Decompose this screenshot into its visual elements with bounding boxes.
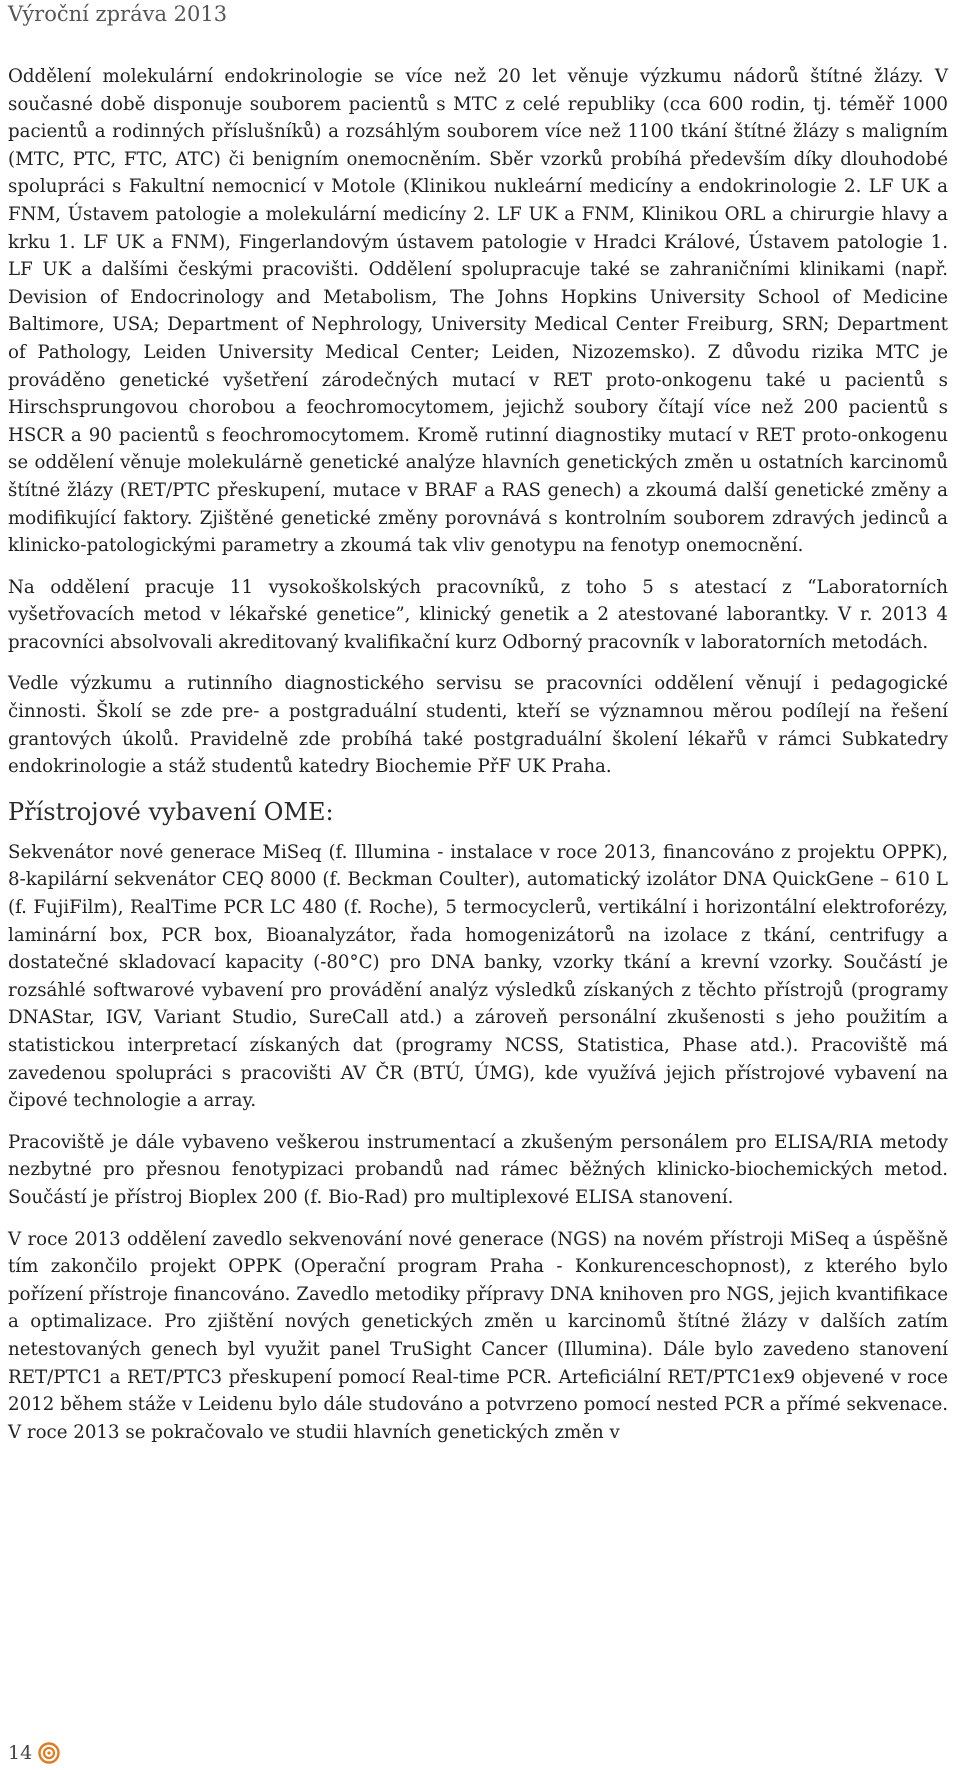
paragraph-elisa: Pracoviště je dále vybaveno veškerou instrumentací a zkušeným personálem pro ELISA/RIA metody nezbytné pro přesnou fenotypizaci probandů nad rámec běžných klinicko-biochemických metod. Součástí je přístroj Bioplex 200 (f. Bio-Rad) pro multiplexové ELISA stanovení. [8,1131,948,1208]
page-footer [8,1740,60,1766]
page-number: 14 [8,1742,33,1764]
paragraph-intro: Oddělení molekulární endokrinologie se více než 20 let věnuje výzkumu nádorů štítné žlázy. V současné době disponuje souborem pacientů s MTC z celé republiky (cca 600 rodin, tj. téměř 1000 pacientů a rodinných příslušníků) a rozsáhlým souborem více než 1100 tkání štítné žlázy s maligním (MTC, PTC, FTC, ATC) či benigním onemocněním. Sběr vzorků probíhá především díky dlouhodobé spolupráci s Fakultní nemocnicí v Motole (Klinikou nukleární medicíny a endokrinologie 2. LF UK a FNM, Ústavem patologie a molekulární medicíny 2. LF UK a FNM, Klinikou ORL a chirurgie hlavy a krku 1. LF UK a FNM), Fingerlandovým ústavem patologie v Hradci Králové, Ústavem patologie 1. LF UK a dalšími českými pracovišti. Oddělení spolupracuje také se zahraničními klinikami (např. Devision of Endocrinology and Metabolism, The Johns Hopkins University School of Medicine Baltimore, USA; Department of Nephrology, University Medical Center Freiburg, SRN; Department of Pathology, Leiden University Medical Center; Leiden, Nizozemsko). Z důvodu rizika MTC je prováděno genetické vyšetření zárodečných mutací v RET proto-onkogenu také u pacientů s Hirschsprungovou chorobou a feochromocytomem, jejichž soubory čítají více než 200 pacientů s HSCR a 90 pacientů s feochromocytomem. Kromě rutinní diagnostiky mutací v RET proto-onkogenu se oddělení věnuje molekulárně genetické analýze hlavních genetických změn u ostatních karcinomů štítné žlázy (RET/PTC přeskupení, mutace v BRAF a RAS genech) a zkoumá další genetické změny a modifikující faktory. Zjištěné genetické změny porovnává s kontrolním souborem zdravých jedinců a klinicko-patologickými parametry a zkoumá tak vliv genotypu na fenotyp onemocnění. [8,66,948,557]
running-header: Výroční zpráva 2013 [8,2,228,26]
section-heading-equipment: Přístrojové vybavení OME: [8,797,334,826]
paragraph-staff: Na oddělení pracuje 11 vysokoškolských pracovníků, z toho 5 s atestací z “Laboratorních vyšetřovacích metod v lékařské genetice”, klinický genetik a 2 atestované laborantky. V r. 2013 4 pracovníci absolvovali akreditovaný kvalifikační kurz Odborný pracovník v laboratorních metodách. [8,576,948,653]
paragraph-teaching: Vedle výzkumu a rutinního diagnostického servisu se pracovníci oddělení věnují i pedagogické činnosti. Školí se zde pre- a postgraduální studenti, kteří se významnou měrou podílejí na řešení grantových úkolů. Pravidelně zde probíhá také postgraduální školení lékařů v rámci Subkatedry endokrinologie a stáž studentů katedry Biochemie PřF UK Praha. [8,673,948,778]
paragraph-ngs: V roce 2013 oddělení zavedlo sekvenování nové generace (NGS) na novém přístroji MiSeq a úspěšně tím zakončilo projekt OPPK (Operační program Praha - Konkurenceschopnost), z kterého bylo pořízení přístroje financováno. Zavedlo metodiky přípravy DNA knihoven pro NGS, jejich kvantifikace a optimalizace. Pro zjištění nových genetických změn u karcinomů štítné žlázy v dalších zatím netestovaných genech byl využit panel TruSight Cancer (Illumina). Dále bylo zavedeno stanovení RET/PTC1 a RET/PTC3 přeskupení pomocí Real-time PCR. Arteficiální RET/PTC1ex9 objevené v roce 2012 během stáže v Leidenu bylo dále studováno a potvrzeno pomocí nested PCR a přímé sekvenace. V roce 2013 se pokračovalo ve studii hlavních genetických změn v [8,1228,948,1443]
paragraph-equipment: Sekvenátor nové generace MiSeq (f. Illumina - instalace v roce 2013, financováno z projektu OPPK), 8-kapilární sekvenátor CEQ 8000 (f. Beckman Coulter), automatický izolátor DNA QuickGene – 610 L (f. FujiFilm), RealTime PCR LC 480 (f. Roche), 5 termocyclerů, vertikální i horizontální elektroforézy, laminární box, PCR box, Bioanalyzátor, řada homogenizátorů na izolace z tkání, centrifugy a dostatečné skladovací kapacity (-80°C) pro DNA banky, vzorky tkání a krevní vzorky. Součástí je rozsáhlé softwarové vybavení pro provádění analýz výsledků získaných z těchto přístrojů (programy DNAStar, IGV, Variant Studio, SureCall atd.) a zároveň personální zkušenosti s jeho použitím a statistickou interpretací získaných dat (programy NCSS, Statistica, Phase atd.). Pracoviště má zavedenou spolupráci s pracovišti AV ČR (BTÚ, ÚMG), kde využívá jejich přístrojové vybavení na čipové technologie a array. [8,841,948,1112]
target-circle-icon [38,1742,60,1764]
main-content [8,63,948,1460]
